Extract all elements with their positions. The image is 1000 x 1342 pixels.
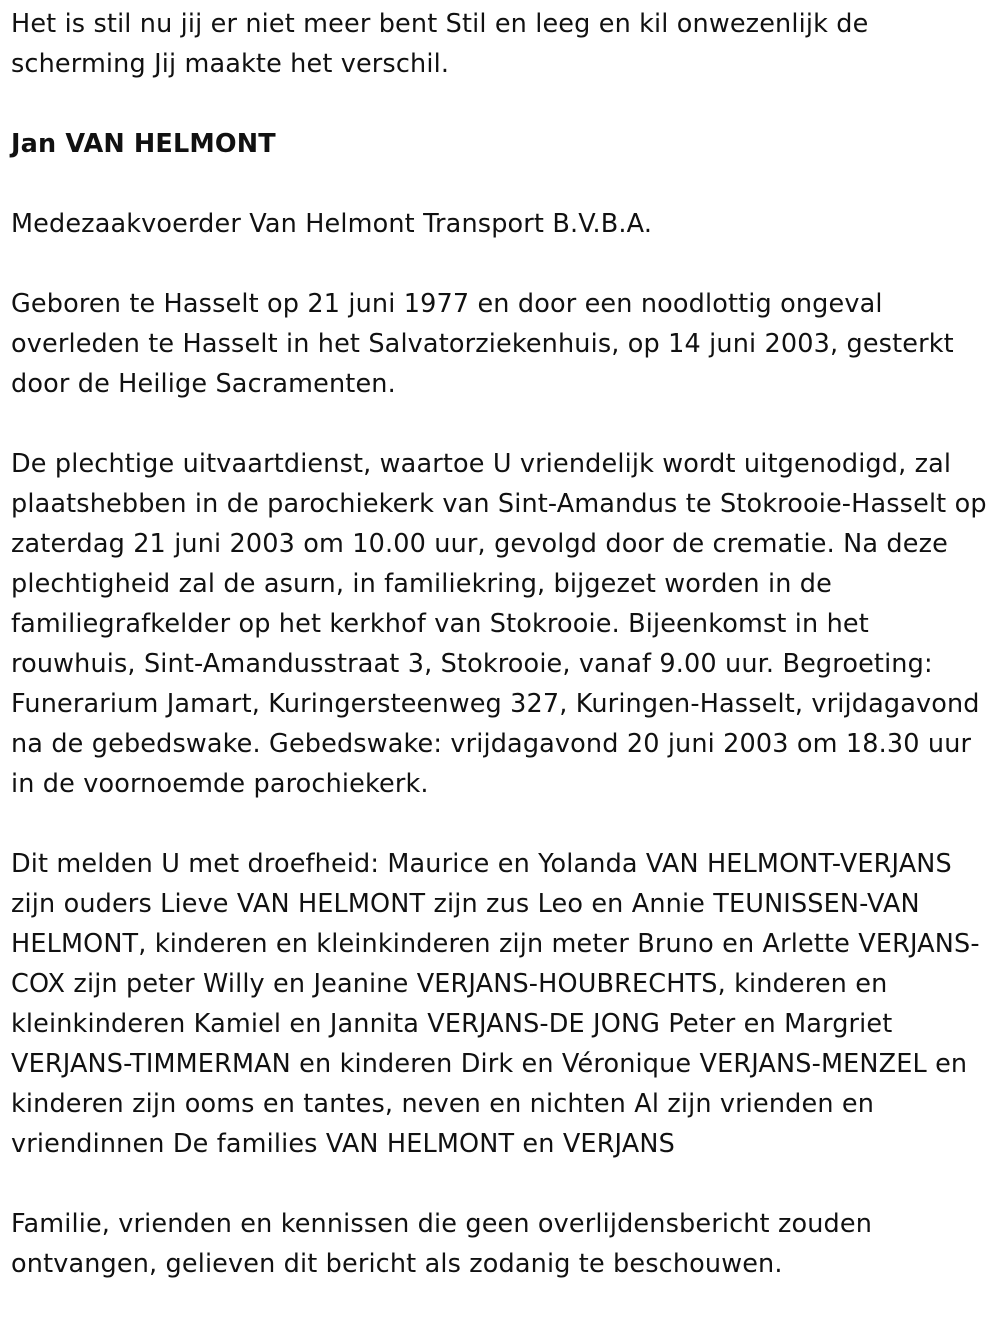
occupation-line: Medezaakvoerder Van Helmont Transport B.V.B.A. bbox=[11, 209, 653, 239]
funeral-details-paragraph: De plechtige uitvaartdienst, waartoe U vriendelijk wordt uitgenodigd, zal plaatshebben in de parochiekerk van Sint-Amandus te Stokrooie-Hasselt op zaterdag 21 juni 2003 om 10.00 uur, gevolgd door de crematie. Na deze plechtigheid zal de asurn, in familiekring, bijgezet worden in de familiegrafkelder op het kerkhof van Stokrooie. Bijeenkomst in het rouwhuis, Sint-Amandusstraat 3, Stokrooie, vanaf 9.00 uur. Begroeting: Funerarium Jamart, Kuringersteenweg 327, Kuringen-Hasselt, vrijdagavond na de gebedswake. Gebedswake: vrijdagavond 20 juni 2003 om 18.30 uur in de voornoemde parochiekerk. bbox=[11, 449, 987, 799]
obituary-document bbox=[11, 4, 991, 1284]
announcers-paragraph: Dit melden U met droefheid: Maurice en Yolanda VAN HELMONT-VERJANS zijn ouders Lieve VAN HELMONT zijn zus Leo en Annie TEUNISSEN-VAN HELMONT, kinderen en kleinkinderen zijn meter Bruno en Arlette VERJANS-COX zijn peter Willy en Jeanine VERJANS-HOUBRECHTS, kinderen en kleinkinderen Kamiel en Jannita VERJANS-DE JONG Peter en Margriet VERJANS-TIMMERMAN en kinderen Dirk en Véronique VERJANS-MENZEL en kinderen zijn ooms en tantes, neven en nichten Al zijn vrienden en vriendinnen De families VAN HELMONT en VERJANS bbox=[11, 849, 980, 1159]
opening-verse: Het is stil nu jij er niet meer bent Stil en leeg en kil onwezenlijk de scherming Jij maakte het verschil. bbox=[11, 9, 869, 79]
deceased-name: Jan VAN HELMONT bbox=[11, 129, 276, 159]
closing-note: Familie, vrienden en kennissen die geen overlijdensbericht zouden ontvangen, gelieven dit bericht als zodanig te beschouwen. bbox=[11, 1209, 873, 1279]
birth-death-paragraph: Geboren te Hasselt op 21 juni 1977 en door een noodlottig ongeval overleden te Hasselt in het Salvatorziekenhuis, op 14 juni 2003, gesterkt door de Heilige Sacramenten. bbox=[11, 289, 954, 399]
